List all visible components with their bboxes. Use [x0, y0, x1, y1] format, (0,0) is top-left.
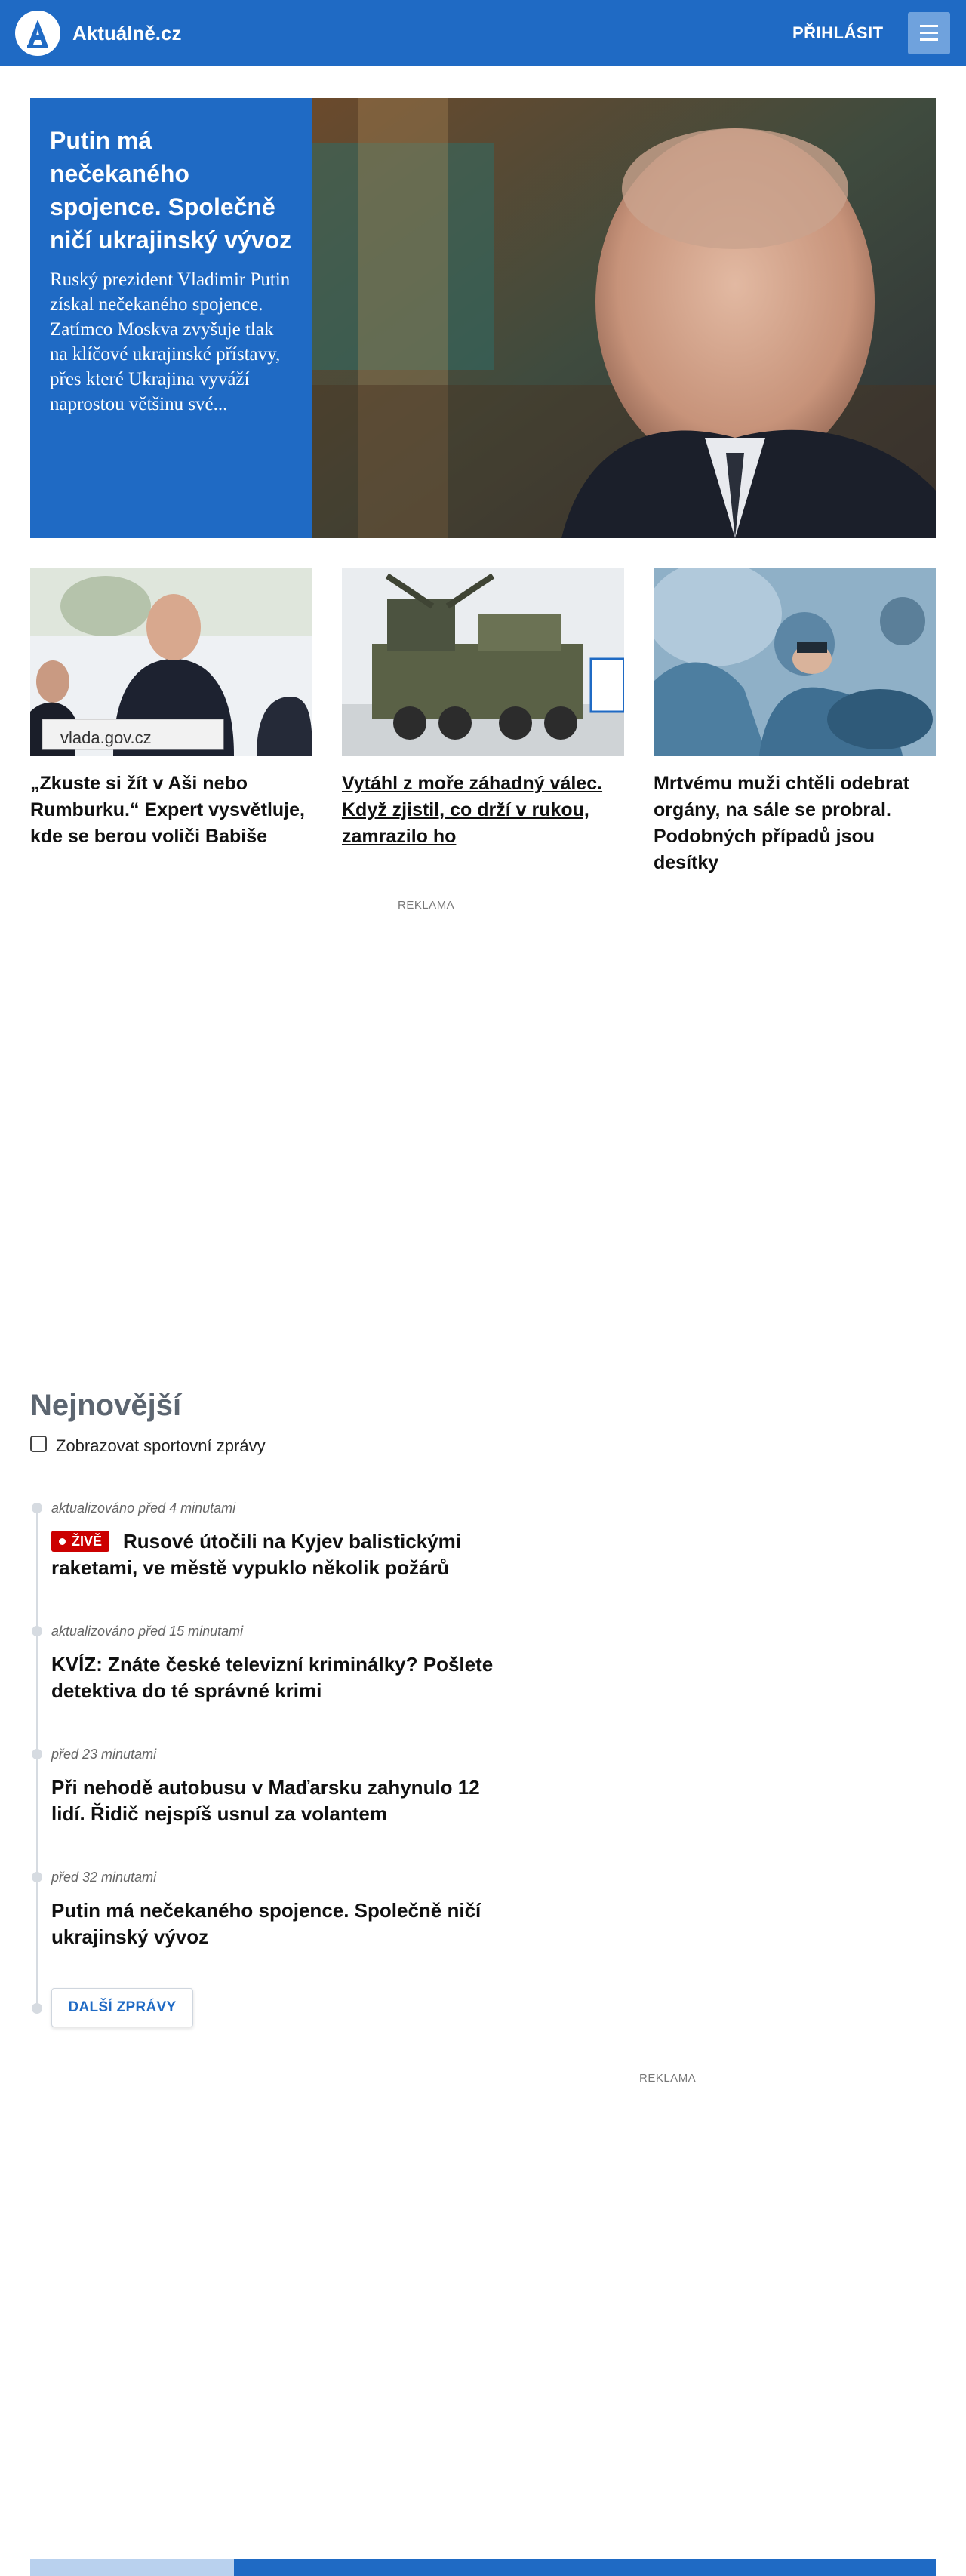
article-image[interactable]	[342, 568, 624, 756]
news-title[interactable]: ŽIVĚ Rusové útočili na Kyjev balistickými raketami, ve městě vypuklo několik požárů	[51, 1530, 461, 1579]
hero-text-panel	[30, 98, 312, 538]
article-title[interactable]: Mrtvému muži chtěli odebrat orgány, na sále se probral. Podobných případů jsou desítky	[654, 773, 909, 873]
sport-toggle-label[interactable]: Zobrazovat sportovní zprávy	[56, 1436, 266, 1455]
site-header	[0, 0, 966, 66]
article-title[interactable]: „Zkuste si žít v Aši nebo Rumburku.“ Expert vysvětluje, kde se berou voliči Babiše	[30, 773, 306, 847]
news-title[interactable]: Při nehodě autobusu v Maďarsku zahynulo 12 lidí. Řidič nejspíš usnul za volantem	[51, 1776, 480, 1825]
article-title[interactable]: Vytáhl z moře záhadný válec. Když zjistil, co drží v rukou, zamrazilo ho	[342, 773, 603, 847]
article-card[interactable]	[30, 568, 312, 850]
article-card[interactable]	[342, 568, 624, 850]
live-dot-icon	[59, 1538, 66, 1545]
news-time: před 32 minutami	[51, 1870, 157, 1885]
timeline-dot	[32, 1626, 42, 1636]
timeline-dot	[32, 2003, 42, 2014]
hero-perex: Ruský prezident Vladimir Putin získal nečekaného spojence. Zatímco Moskva zvyšuje tlak na klíčové ukrajinské přístavy, přes které Ukrajina vyváží naprostou většinu své...	[50, 269, 291, 414]
timeline-dot	[32, 1872, 42, 1882]
news-item[interactable]	[51, 1747, 504, 1827]
image-caption: vlada.gov.cz	[60, 728, 152, 747]
logo-a-icon	[24, 18, 51, 48]
hero-image[interactable]	[312, 98, 936, 538]
live-badge: ŽIVĚ	[51, 1531, 109, 1552]
news-item[interactable]	[51, 1500, 504, 1581]
sport-checkbox[interactable]	[30, 1436, 47, 1452]
news-title[interactable]: KVÍZ: Znáte české televizní kriminálky? Pošlete detektiva do té správné krimi	[51, 1653, 494, 1702]
hamburger-icon	[920, 25, 938, 27]
news-time: aktualizováno před 15 minutami	[51, 1623, 244, 1639]
section-title: Nejnovější	[30, 1389, 182, 1422]
news-item[interactable]	[51, 1870, 504, 1950]
ad-label: REKLAMA	[398, 899, 455, 912]
brand-name[interactable]: Aktuálně.cz	[72, 22, 182, 45]
article-card[interactable]	[654, 568, 936, 876]
news-title[interactable]: Putin má nečekaného spojence. Společně ničí ukrajinský vývoz	[51, 1899, 481, 1948]
hero-article[interactable]	[30, 98, 936, 538]
news-item[interactable]	[51, 1623, 504, 1704]
timeline-dot	[32, 1503, 42, 1513]
bottom-banner	[30, 2559, 936, 2576]
more-news-button[interactable]: DALŠÍ ZPRÁVY	[51, 1988, 193, 2027]
hero-title[interactable]: Putin má nečekaného spojence. Společně ničí ukrajinský vývoz	[50, 127, 292, 254]
ad-label: REKLAMA	[639, 2072, 697, 2085]
article-image[interactable]	[654, 568, 936, 756]
timeline-dot	[32, 1749, 42, 1759]
menu-button[interactable]	[908, 12, 950, 54]
article-image[interactable]	[30, 568, 312, 756]
news-time: před 23 minutami	[51, 1747, 157, 1762]
logo[interactable]	[15, 11, 60, 56]
news-time: aktualizováno před 4 minutami	[51, 1500, 236, 1516]
login-button[interactable]: PŘIHLÁSIT	[792, 23, 884, 42]
